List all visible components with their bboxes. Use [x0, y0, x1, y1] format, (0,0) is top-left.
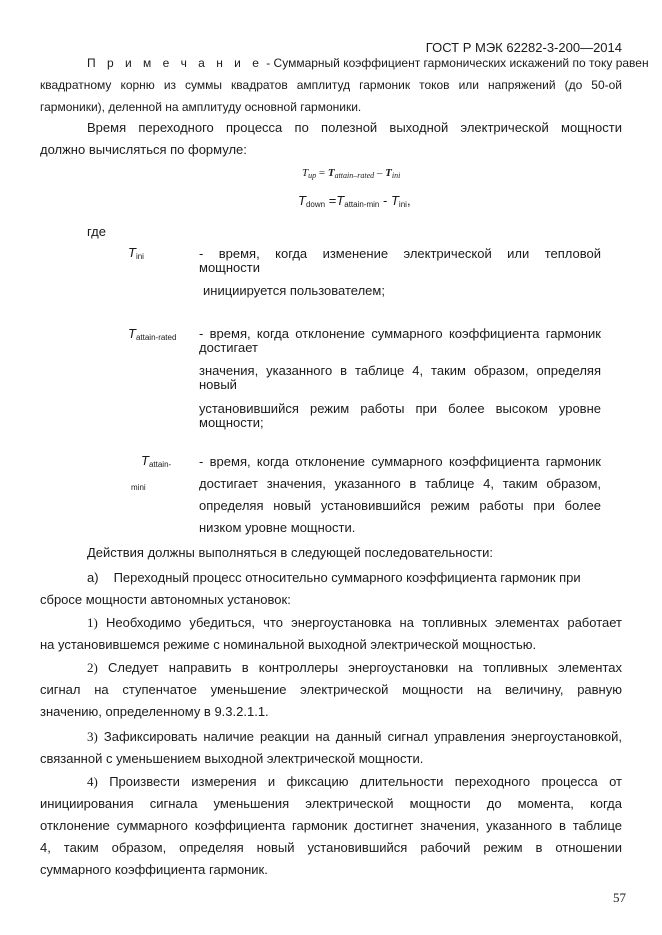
intro-line-1: Время переходного процесса по полезной выходной электрической мощности [87, 120, 622, 135]
note-label: П р и м е ч а н и е [87, 56, 263, 70]
def-t-rated-line-2: достигает [199, 340, 258, 355]
formula-up: $T_{up} = T_{attain-rated} - T_{ini}$ [302, 167, 401, 180]
def-t-rated-line-1: - время, когда отклонение суммарного коэффициента гармоник [199, 326, 601, 341]
page-number: 57 [613, 890, 626, 905]
step-4-line-3: отклонение суммарного коэффициента гармоник достигнет значения, указанного в таблице [40, 818, 622, 833]
note-text-1: - Суммарный коэффициент гармонических искажений по току равен [266, 56, 649, 70]
step-2-number: 2) [87, 660, 98, 675]
def-t-rated-line-5: установившийся режим работы при более высоком уровне [199, 401, 601, 416]
definition-t-attain-rated-c [199, 402, 601, 430]
actions-intro: Действия должны выполняться в следующей последовательности: [87, 545, 493, 560]
note-line-3: гармоники), деленной на амплитуду основной гармоники. [40, 100, 362, 114]
term-t-attain-min: $T_{attain-}$ [141, 453, 172, 469]
step-4 [40, 771, 622, 881]
intro-line-2: должно вычисляться по формуле: [40, 142, 247, 157]
def-t-ini-line-3: инициируется пользователем; [203, 283, 385, 298]
step-4-line-1: 4) Произвести измерения и фиксацию длительности переходного процесса от [87, 774, 622, 789]
intro-paragraph [40, 117, 622, 161]
step-3-number: 3) [87, 729, 98, 744]
step-4-line-2: инициирования сигнала уменьшения электрической мощности до момента, когда [40, 796, 622, 811]
term-t-ini: $T_{ini}$ [128, 245, 144, 261]
def-t-ini-line-2: мощности [199, 260, 260, 275]
def-t-min-line-1: - время, когда отклонение суммарного коэффициента гармоник [199, 454, 601, 469]
definition-t-ini [199, 247, 601, 275]
term-t-attain-rated: $T_{attain-rated}$ [128, 326, 177, 342]
step-1-line-2: на установившемся режиме с номинальной выходной электрической мощностью. [40, 637, 537, 652]
step-3 [40, 726, 622, 770]
step-1-number: 1) [87, 615, 98, 630]
step-2 [40, 657, 622, 723]
note-line-1 [40, 52, 649, 74]
def-t-rated-line-6: мощности; [199, 415, 264, 430]
def-t-rated-line-3: значения, указанного в таблице 4, таким образом, определяя [199, 363, 601, 378]
step-1-line-1: 1) Необходимо убедиться, что энергоустановка на топливных элементах работает [87, 615, 622, 630]
def-t-ini-line-1: - время, когда изменение электрической или тепловой [199, 246, 601, 261]
step-2-line-2: сигнал на ступенчатое уменьшение электрической мощности на величину, равную [40, 682, 622, 697]
item-a-text-1: Переходный процесс относительно суммарного коэффициента гармоник при [113, 570, 581, 585]
definition-t-attain-rated-a [199, 327, 601, 355]
formula-down: $T_{down} =T_{attain-min} - T_{ini}$, [298, 193, 411, 209]
definition-t-attain-min [199, 451, 601, 539]
step-3-line-1: 3) Зафиксировать наличие реакции на данный сигнал управления энергоустановкой, [87, 729, 622, 744]
note-block [40, 52, 649, 118]
document-standard-header: ГОСТ Р МЭК 62282-3-200—2014 [425, 40, 622, 55]
item-a-line-2: сбросе мощности автономных установок: [40, 592, 291, 607]
step-1 [40, 612, 622, 656]
def-t-min-line-4: низком уровне мощности. [199, 520, 356, 535]
step-3-line-2: связанной с уменьшением выходной электрической мощности. [40, 751, 424, 766]
note-line-2: квадратному корню из суммы квадратов амплитуд гармоник токов или напряжений (до 50-ой [40, 78, 622, 92]
where-label: где [87, 224, 106, 239]
def-t-rated-line-4: новый [199, 377, 237, 392]
step-4-line-5: суммарного коэффициента гармоник. [40, 862, 268, 877]
def-t-min-line-3: определяя новый установившийся режим работы при более [199, 498, 601, 513]
item-a-line-1 [40, 567, 622, 589]
def-t-min-line-2: достигает значения, указанного в таблице 4, таким образом, [199, 476, 601, 491]
step-2-line-1: 2) Следует направить в контроллеры энергоустановки на топливных элементах [87, 660, 622, 675]
definition-t-attain-rated-b [199, 364, 601, 392]
item-a-marker: а) [87, 570, 99, 585]
item-a [40, 567, 622, 611]
term-t-attain-min-sub-2: mini [131, 483, 146, 492]
step-4-number: 4) [87, 774, 98, 789]
step-4-line-4: 4, таким образом, определяя новый установившийся рабочий режим в отношении [40, 840, 622, 855]
step-2-line-3: значению, определенному в 9.3.2.1.1. [40, 704, 269, 719]
